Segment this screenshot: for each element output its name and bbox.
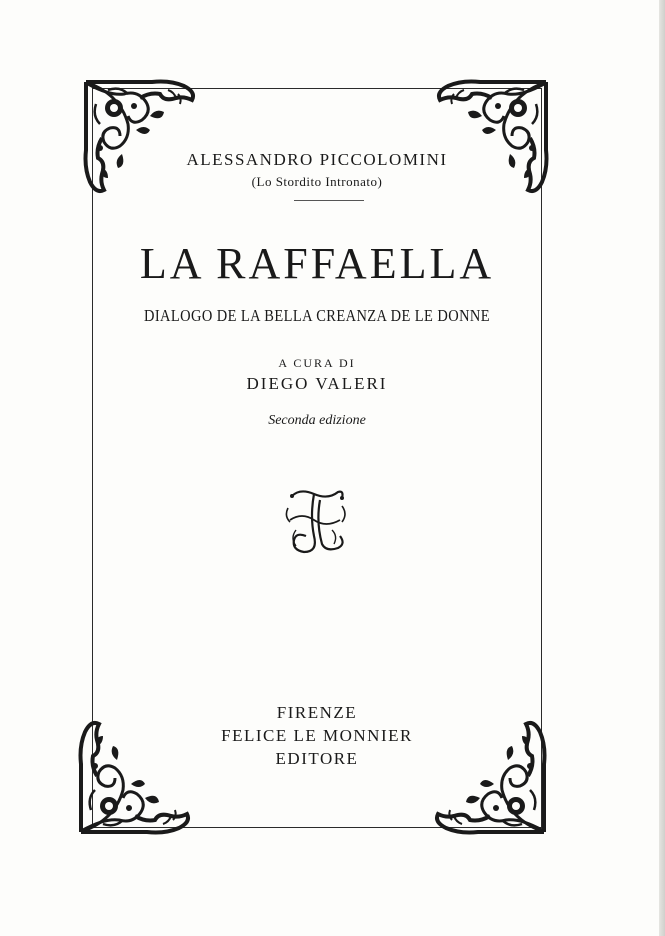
curator-label: A CURA DI bbox=[278, 356, 356, 370]
publisher-name: FELICE LE MONNIER bbox=[221, 726, 413, 745]
publication-city: FIRENZE bbox=[276, 703, 358, 722]
divider-rule bbox=[294, 200, 364, 201]
author-pseudonym: (Lo Stordito Intronato) bbox=[251, 174, 383, 189]
book-subtitle: DIALOGO DE LA BELLA CREANZA DE LE DONNE bbox=[143, 306, 491, 325]
page-edge bbox=[659, 0, 665, 936]
publisher-role: EDITORE bbox=[275, 749, 359, 768]
book-title: LA RAFFAELLA bbox=[139, 239, 495, 288]
author-name: ALESSANDRO PICCOLOMINI bbox=[186, 150, 448, 169]
edition-note: Seconda edizione bbox=[268, 413, 366, 428]
publisher-monogram-icon bbox=[280, 486, 350, 558]
curator-name: DIEGO VALERI bbox=[246, 374, 388, 393]
